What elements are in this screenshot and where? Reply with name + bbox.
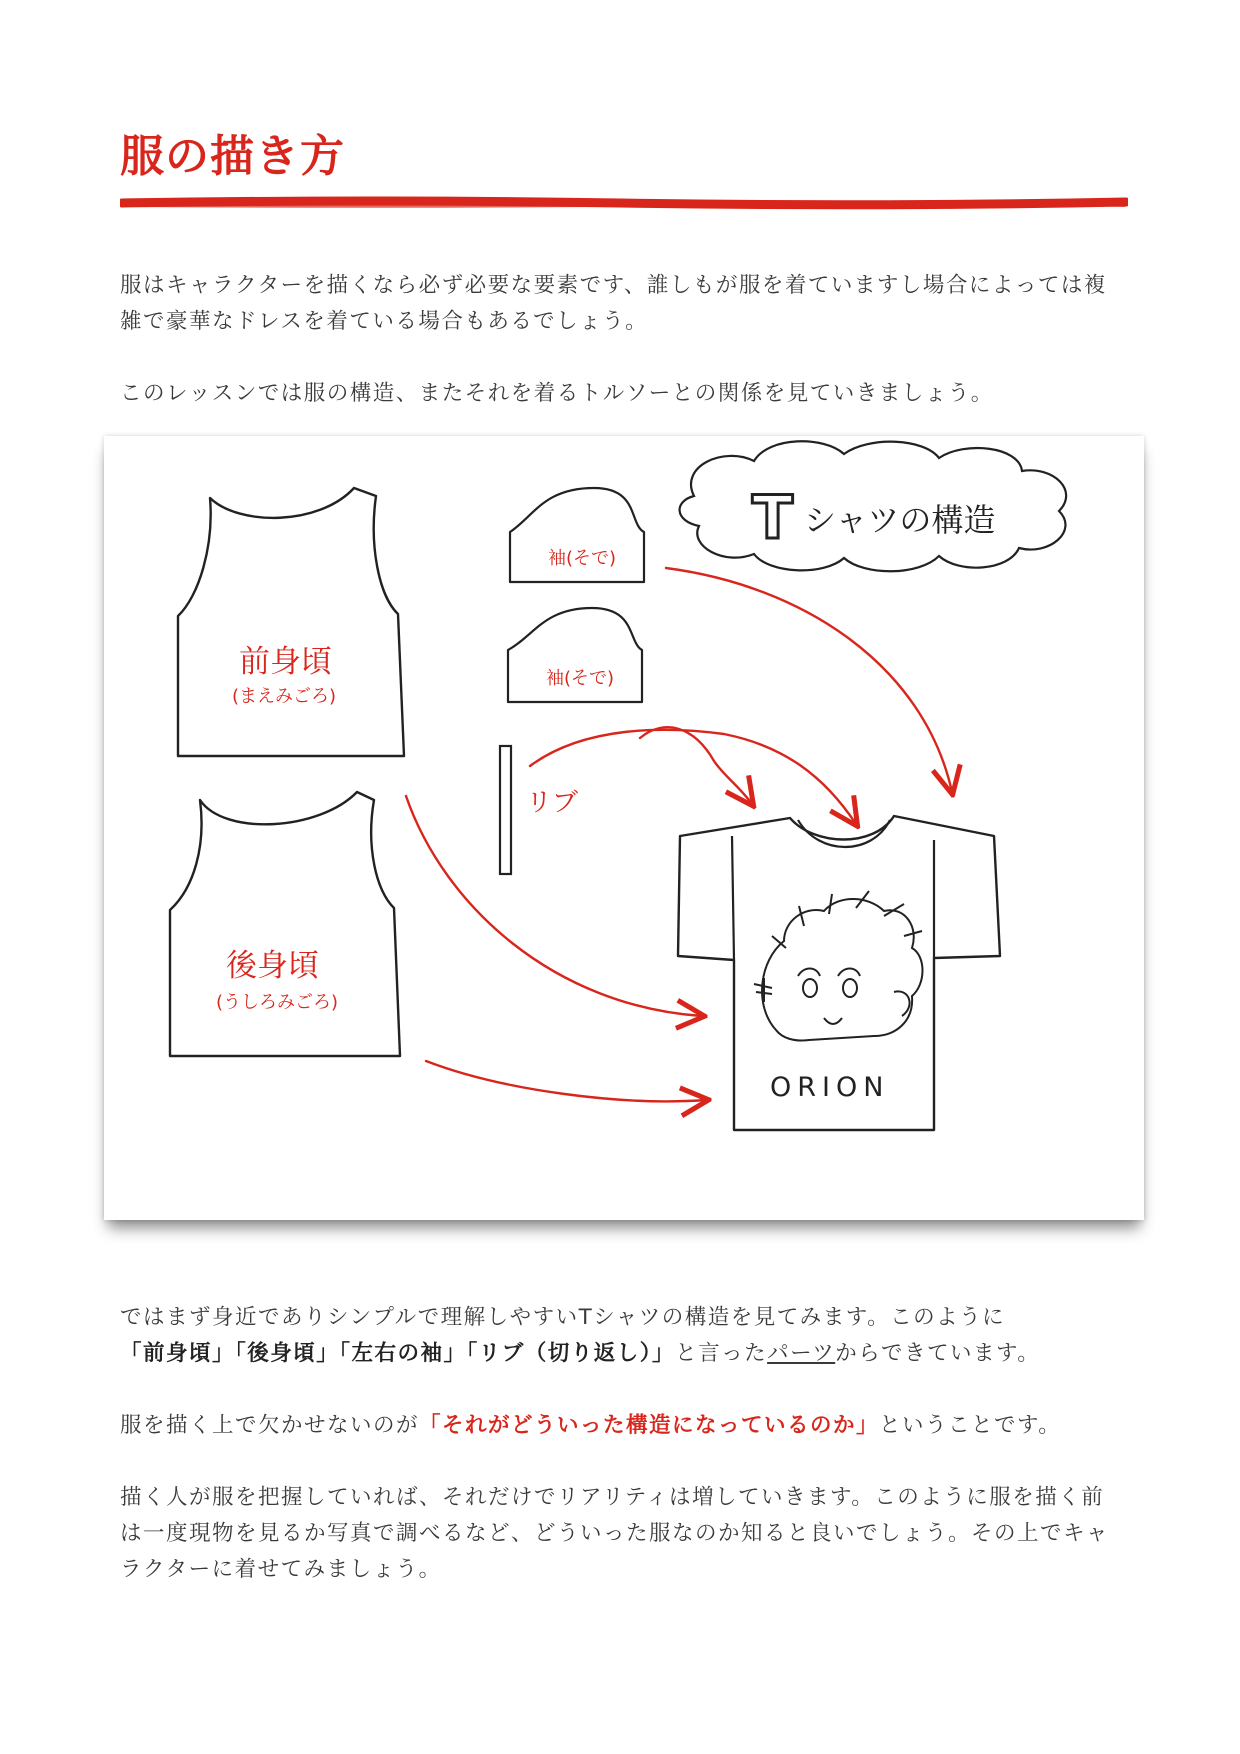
- structure-text-2: と言った: [675, 1341, 768, 1366]
- cloud-title-t: T: [752, 483, 793, 553]
- assembled-tshirt: [678, 816, 1000, 1130]
- parts-link[interactable]: パーツ: [767, 1341, 836, 1366]
- arrow-rib-to-shirt: [530, 730, 856, 824]
- closing-paragraph: 描く人が服を把握していれば、それだけでリアリティは増していきます。このように服を描く前は一度現物を見るか写真で調べるなど、どういった服なのか知ると良いでしょう。その上でキャラクターに着せてみましょう。: [120, 1485, 1110, 1582]
- arrow-front-to-shirt: [406, 796, 702, 1016]
- sleeve-label-2: 袖(そで): [546, 668, 615, 689]
- tshirt-structure-figure: [104, 436, 1144, 1220]
- structure-paragraph: [120, 1300, 1120, 1372]
- back-body-label: 後身頃: [226, 948, 319, 984]
- sleeve-panel-1: [510, 488, 644, 582]
- intro-paragraph-1: 服はキャラクターを描くなら必ず必要な要素です、誰しもが服を着ていますし場合によっては複雑で豪華なドレスを着ている場合もあるでしょう。: [120, 273, 1107, 334]
- cloud-title-text: シャツの構造: [804, 501, 996, 539]
- page-title: 服の描き方: [120, 131, 345, 182]
- cloud-title-bubble: [680, 441, 1067, 571]
- arrow-sleeve2-to-shirt: [640, 727, 752, 804]
- front-body-panel: [178, 488, 404, 756]
- term-back-body: 「後身頃」: [235, 1341, 340, 1366]
- term-sleeves: 「左右の袖」: [339, 1341, 467, 1366]
- key-point-text-2: ということです。: [879, 1413, 1062, 1438]
- rib-strip: [500, 746, 511, 874]
- title-underline: [120, 196, 1128, 210]
- arrow-back-to-shirt: [426, 1061, 706, 1101]
- key-point-paragraph: [120, 1408, 1120, 1444]
- back-body-panel: [170, 792, 400, 1056]
- term-front-body: 「前身頃」: [120, 1341, 236, 1366]
- key-point-emphasis: 「それがどういった構造になっているのか」: [419, 1413, 880, 1438]
- structure-text-3: からできています。: [835, 1341, 1041, 1366]
- structure-text-1: ではまず身近でありシンプルで理解しやすいTシャツの構造を見てみます。このように: [120, 1305, 1006, 1330]
- front-body-label: 前身頃: [239, 644, 332, 680]
- arrow-sleeve-to-shirt: [666, 568, 952, 792]
- shirt-print-text: ORION: [770, 1072, 890, 1103]
- front-body-reading: (まえみごろ): [232, 686, 337, 707]
- sleeve-panel-2: [508, 608, 642, 702]
- back-body-reading: (うしろみごろ): [216, 992, 339, 1013]
- term-rib: 「リブ（切り返し）」: [466, 1341, 676, 1366]
- rib-label: リブ: [526, 788, 579, 818]
- sleeve-label-1: 袖(そで): [548, 548, 617, 569]
- key-point-text-1: 服を描く上で欠かせないのが: [120, 1413, 420, 1438]
- intro-paragraph-2: このレッスンでは服の構造、またそれを着るトルソーとの関係を見ていきましょう。: [120, 381, 994, 406]
